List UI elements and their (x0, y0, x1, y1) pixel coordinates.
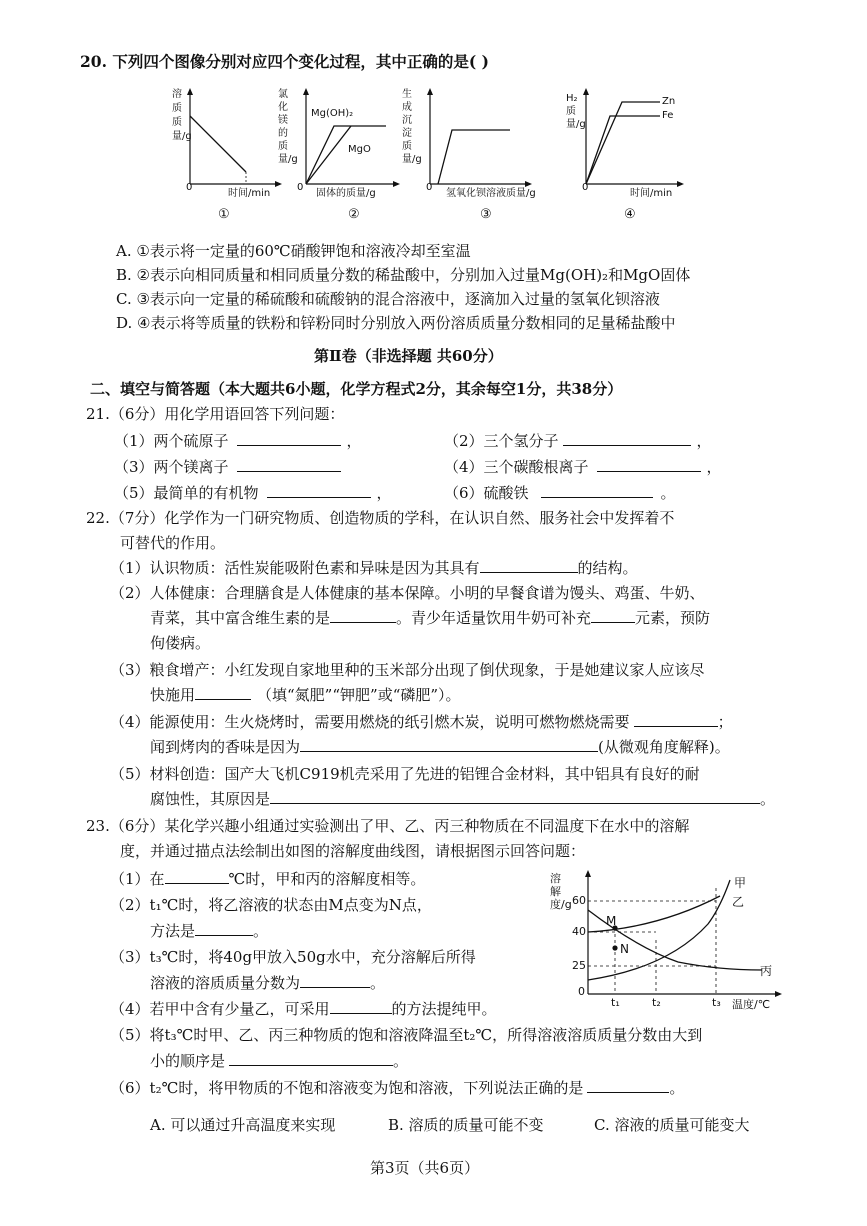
q21-item-4-label: （4）三个碳酸根离子 (444, 458, 589, 476)
q22-item-1-tail: 的结构。 (577, 559, 638, 577)
q20-g3-num: ③ (480, 207, 492, 222)
answer-blank[interactable] (480, 558, 578, 573)
q20-option-d: D. ④表示将等质量的铁粉和锌粉同时分别放入两份溶质质量分数相同的足量稀盐酸中 (116, 314, 676, 332)
q22-item-2-line1: （2）人体健康：合理膳食是人体健康的基本保障。小明的早餐食谱为馒头、鸡蛋、牛奶、 (110, 584, 705, 602)
curve-label-yi: 乙 (732, 895, 745, 909)
chart-xtick-t1: t₁ (611, 996, 620, 1009)
q22-item-2-mid: 。青少年适量饮用牛奶可补充 (396, 609, 592, 627)
q22-item-3-line2 (150, 684, 461, 705)
q22-item-2-text: 青菜，其中富含维生素的是 (150, 609, 331, 627)
point-label-n: N (620, 942, 629, 956)
answer-blank[interactable] (634, 712, 718, 727)
section2-title: 二、填空与简答题（本大题共6小题，化学方程式2分，其余每空1分，共38分） (90, 380, 623, 398)
q22-item-1 (110, 557, 638, 578)
q21-item-6 (444, 482, 676, 503)
q21-item-1-label: （1）两个硫原子 (114, 432, 229, 450)
answer-blank[interactable] (267, 483, 371, 498)
q23-item-4-tail: 的方法提纯甲。 (391, 1000, 497, 1018)
q23-item-4 (110, 998, 497, 1019)
q23-item-6-text: （6）t₂℃时，将甲物质的不饱和溶液变为饱和溶液，下列说法正确的是 (110, 1079, 584, 1097)
q21-item-4 (444, 456, 722, 477)
q20-stem: 20. 下列四个图像分别对应四个变化过程，其中正确的是( ) (80, 52, 489, 71)
q23-item-3-line1: （3）t₃℃时，将40g甲放入50g水中，充分溶解后所得 (110, 948, 476, 966)
q20-option-b: B. ②表示向相同质量和相同质量分数的稀盐酸中，分别加入过量Mg(OH)₂和MgO固体 (116, 266, 691, 284)
q21-item-2 (444, 430, 712, 451)
q23-item-2-line1: （2）t₁℃时，将乙溶液的状态由M点变为N点， (110, 896, 432, 914)
answer-blank[interactable] (165, 869, 229, 884)
q22-item-3-text: 快施用 (150, 686, 196, 704)
q22-item-5-period: 。 (760, 790, 776, 808)
q23-option-b: B. 溶质的质量可能不变 (388, 1116, 544, 1134)
q23-item-1-text: （1）在 (110, 870, 165, 888)
q21-item-1-comma: ， (346, 432, 362, 450)
q20-option-a: A. ①表示将一定量的60℃硝酸钾饱和溶液冷却至室温 (116, 242, 471, 260)
answer-blank[interactable] (300, 737, 598, 752)
chart-xtick-t2: t₂ (652, 996, 661, 1009)
q22-item-4-tail: (从微观角度解释)。 (598, 738, 730, 756)
q22-item-3-tail: （填“氮肥”“钾肥”或“磷肥”）。 (257, 686, 461, 704)
q20-g4-xlabel: 时间/min (630, 188, 673, 199)
q20-g3-ylabel: 生成沉淀质量/g (402, 89, 422, 165)
q23-item-5-line1: （5）将t₃℃时甲、乙、丙三种物质的饱和溶液降温至t₂℃，所得溶液溶质质量分数由大到 (110, 1026, 703, 1044)
q23-item-3-text: 溶液的溶质质量分数为 (150, 974, 301, 992)
q23-item-4-text: （4）若甲中含有少量乙，可采用 (110, 1000, 330, 1018)
q23-option-c: C. 溶液的质量可能变大 (594, 1116, 750, 1134)
q22-item-4-text2: 闻到烤肉的香味是因为 (150, 738, 301, 756)
q21-item-3-label: （3）两个镁离子 (114, 458, 229, 476)
q20-g4-label1: Zn (662, 96, 676, 107)
chart-ytick-60: 60 (572, 894, 586, 907)
q20-g1-origin: 0 (186, 182, 193, 193)
q20-g4-num: ④ (624, 207, 636, 222)
curve-label-bing: 丙 (760, 964, 773, 978)
q20-g2-label2: MgO (348, 144, 371, 155)
q23-item-3-period: 。 (370, 974, 386, 992)
curve-label-jia: 甲 (734, 876, 747, 890)
q22-item-4-line1 (110, 711, 733, 732)
q23-stem-2: 度，并通过描点法绘制出如图的溶解度曲线图，请根据图示回答问题： (120, 842, 586, 860)
q20-g2-xlabel: 固体的质量/g (316, 188, 376, 199)
answer-blank[interactable] (587, 1078, 669, 1093)
q23-option-a: A. 可以通过升高温度来实现 (150, 1116, 336, 1134)
q21-item-5-label: （5）最简单的有机物 (114, 484, 259, 502)
q23-item-5-line2 (150, 1050, 408, 1071)
answer-blank[interactable] (195, 685, 251, 700)
answer-blank[interactable] (597, 457, 701, 472)
q20-g4-origin: 0 (582, 182, 589, 193)
q23-item-5-text: 小的顺序是 (150, 1052, 226, 1070)
q22-item-5-text: 腐蚀性，其原因是 (150, 790, 271, 808)
q22-item-4-line2 (150, 736, 730, 757)
q22-item-4-text: （4）能源使用：生火烧烤时，需要用燃烧的纸引燃木炭，说明可燃物燃烧需要 (110, 713, 630, 731)
q20-g2-label1: Mg(OH)₂ (311, 108, 354, 119)
answer-blank[interactable] (541, 483, 653, 498)
q21-item-1 (114, 430, 362, 451)
q21-item-3 (114, 456, 341, 477)
answer-blank[interactable] (591, 608, 635, 623)
q21-item-6-period: 。 (660, 484, 676, 502)
q23-item-1 (110, 868, 425, 889)
q22-item-4-semicolon: ； (717, 713, 733, 731)
q22-item-2-line3: 佝偻病。 (150, 634, 211, 652)
q20-option-c: C. ③表示向一定量的稀硫酸和硫酸钠的混合溶液中，逐滴加入过量的氢氧化钡溶液 (116, 290, 660, 308)
q20-g1-ylabel: 溶质质量/g (172, 89, 192, 142)
q23-item-6 (110, 1077, 684, 1098)
q21-stem: 21.（6分）用化学用语回答下列问题： (86, 405, 345, 423)
part2-title: 第Ⅱ卷（非选择题 共60分） (314, 347, 503, 365)
q22-item-5-line2 (150, 788, 775, 809)
answer-blank[interactable] (563, 431, 691, 446)
q22-item-2-tail: 元素，预防 (635, 609, 711, 627)
chart-ytick-25: 25 (572, 959, 586, 972)
answer-blank[interactable] (330, 999, 392, 1014)
answer-blank[interactable] (237, 431, 341, 446)
answer-blank[interactable] (270, 789, 760, 804)
q23-stem-1: 23.（6分）某化学兴趣小组通过实验测出了甲、乙、丙三种物质在不同温度下在水中的溶解 (86, 817, 690, 835)
q23-item-2-period: 。 (253, 922, 269, 940)
chart-ylabel: 溶解度/g (550, 872, 572, 911)
q20-g2-ylabel: 氯化镁的质量/g (278, 89, 298, 165)
q23-item-1-tail: ℃时，甲和丙的溶解度相等。 (228, 870, 426, 888)
chart-xtick-t3: t₃ (712, 996, 721, 1009)
q20-g1-xlabel: 时间/min (228, 188, 271, 199)
q20-g3-xlabel: 氢氧化钡溶液质量/g (446, 188, 536, 199)
q23-item-6-period: 。 (669, 1079, 685, 1097)
q23-item-5-period: 。 (393, 1052, 409, 1070)
answer-blank[interactable] (237, 457, 341, 472)
q20-g4-label2: Fe (662, 110, 674, 121)
q23-item-2-line2 (150, 920, 268, 941)
chart-xlabel: 温度/℃ (732, 998, 771, 1011)
q20-g3-origin: 0 (426, 182, 433, 193)
answer-blank[interactable] (330, 608, 396, 623)
point-label-m: M (606, 914, 617, 928)
q22-item-2-line2 (150, 607, 710, 628)
q21-item-5 (114, 482, 392, 503)
chart-ytick-0: 0 (578, 985, 585, 998)
q22-stem-2: 可替代的作用。 (120, 534, 226, 552)
q22-item-5-line1: （5）材料创造：国产大飞机C919机壳采用了先进的铝锂合金材料，其中铝具有良好的耐 (110, 765, 700, 783)
q23-item-2-text: 方法是 (150, 922, 196, 940)
q20-g1-num: ① (218, 207, 230, 222)
q21-item-2-label: （2）三个氢分子 (444, 432, 559, 450)
q21-item-6-label: （6）硫酸铁 (444, 484, 529, 502)
page-footer: 第3页（共6页） (370, 1159, 480, 1177)
q21-item-5-comma: ， (376, 484, 392, 502)
q20-g2-num: ② (348, 207, 360, 222)
q22-item-3-line1: （3）粮食增产：小红发现自家地里种的玉米部分出现了倒伏现象，于是她建议家人应该尽 (110, 661, 705, 679)
q22-stem-1: 22.（7分）化学作为一门研究物质、创造物质的学科，在认识自然、服务社会中发挥着不 (86, 509, 675, 527)
q21-item-4-comma: ， (706, 458, 722, 476)
chart-ytick-40: 40 (572, 925, 586, 938)
answer-blank[interactable] (195, 921, 253, 936)
q20-g4-ylabel: H₂质量/g (566, 93, 586, 130)
q21-item-2-comma: ， (696, 432, 712, 450)
answer-blank[interactable] (300, 973, 370, 988)
q20-g2-origin: 0 (297, 182, 304, 193)
answer-blank[interactable] (229, 1051, 393, 1066)
q22-item-1-text: （1）认识物质：活性炭能吸附色素和异味是因为其具有 (110, 559, 480, 577)
q23-item-3-line2 (150, 972, 385, 993)
